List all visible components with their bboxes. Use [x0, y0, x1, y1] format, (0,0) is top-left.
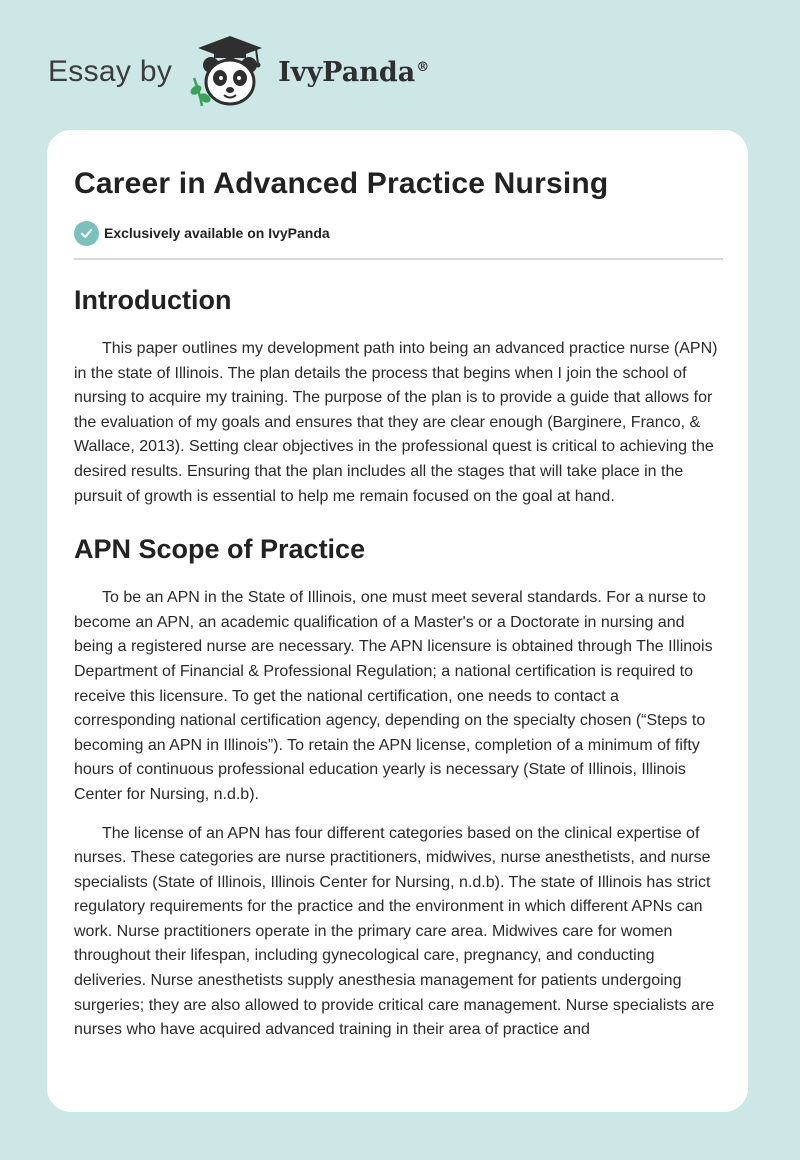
section-heading-apn-scope: APN Scope of Practice	[74, 534, 366, 565]
divider	[74, 258, 723, 260]
paragraph: This paper outlines my development path into being an advanced practice nurse (APN) in the state of Illinois. The plan details the process that begins when I join the school of nursing to acquire my training. The purpose of the plan is to provide a guide that allows for the evaluation of my goals and ensures that they are clear enough (Barginere, Franco, & Wallace, 2013). Setting clear objectives in the professional quest is critical to achieving the desired results. Ensuring that the plan includes all the stages that will take place in the pursuit of growth is essential to help me remain focused on the goal at hand.	[74, 340, 718, 505]
exclusive-badge	[74, 220, 723, 246]
brand-name	[278, 56, 430, 88]
ivypanda-logo-icon[interactable]	[184, 34, 276, 110]
check-icon	[74, 221, 99, 246]
site-header	[48, 34, 429, 110]
brand-prefix: Essay by	[48, 55, 173, 88]
brand-name-text: IvyPanda	[278, 56, 416, 88]
essay-card	[47, 130, 748, 1112]
section-heading-introduction: Introduction	[74, 285, 232, 315]
essay-content	[74, 165, 723, 1043]
paragraph: The license of an APN has four different categories based on the clinical expertise of nurses. These categories are nurse practitioners, midwives, nurse anesthetists, and nurse specialists (State of Illinois, Illinois Center for Nursing, n.d.b). The state of Illinois has strict regulatory requirements for the practice and the environment in which different APNs can work. Nurse practitioners operate in the primary care area. Midwives care for women throughout their lifespan, including gynecological care, pregnancy, and conducting deliveries. Nurse anesthetists supply anesthesia management for patients undergoing surgeries; they are also allowed to provide critical care management. Nurse specialists are nurses who have acquired advanced training in their area of practice and	[74, 824, 715, 1039]
badge-label: Exclusively available on IvyPanda	[104, 225, 330, 241]
registered-mark: ®	[416, 59, 430, 75]
page-title: Career in Advanced Practice Nursing	[74, 167, 609, 200]
paragraph: To be an APN in the State of Illinois, one must meet several standards. For a nurse to become an APN, an academic qualification of a Master's or a Doctorate in nursing and being a registered nurse are necessary. The APN licensure is obtained through The Illinois Department of Financial & Professional Regulation; a national certification is required to receive this licensure. To get the national certification, one needs to contact a corresponding national certification agency, depending on the specialty chosen (“Steps to becoming an APN in Illinois”). To retain the APN license, completion of a minimum of fifty hours of continuous professional education yearly is necessary (State of Illinois, Illinois Center for Nursing, n.d.b).	[74, 589, 713, 803]
